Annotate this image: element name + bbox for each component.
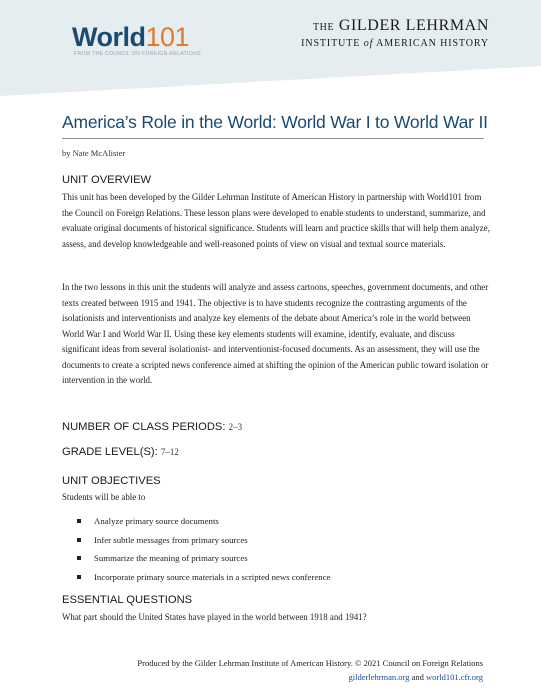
list-item — [62, 568, 492, 587]
gl-american: AMERICAN HISTORY — [376, 38, 489, 49]
class-periods-label: NUMBER OF CLASS PERIODS: — [62, 421, 226, 433]
objective-text: Summarize the meaning of primary sources — [94, 553, 248, 564]
logo-tagline: FROM THE COUNCIL ON FOREIGN RELATIONS — [74, 51, 201, 57]
objective-text: Infer subtle messages from primary sources — [94, 534, 248, 545]
byline: by Nate McAlister — [62, 148, 126, 158]
gilderlehrman-link[interactable]: gilderlehrman.org — [348, 672, 410, 682]
unit-objectives-heading: UNIT OBJECTIVES — [62, 475, 161, 487]
gilder-lehrman-logo-line1[interactable] — [313, 17, 489, 35]
class-periods-value: 2–3 — [228, 422, 243, 432]
document-title: America’s Role in the World: World War I to World War II — [62, 112, 488, 132]
overview-paragraph-1: This unit has been developed by the Gilder Lehrman Institute of American History in partnership with World101 from the Council on Foreign Relations. These lesson plans were developed to enable students to understand, summarize, and evaluate original documents of historical significance. Students will learn and practice skills that will help them analyze, assess, and develop knowledgeable and well-reasoned points of view on visual and textual source materials. — [62, 192, 490, 249]
grade-levels-label: GRADE LEVEL(S): — [62, 446, 158, 458]
overview-paragraph-2: In the two lessons in this unit the students will analyze and assess cartoons, speeches, government documents, and other texts created between 1915 and 1941. The objective is to have students recognize the contrasting arguments of the isolationists and interventionists and analyze key elements of the debate about America’s role in the world between World War I and World War II. Using these key elements students will examine, identify, evaluate, and discuss significant ideas from several isolationist- and interventionist-focused documents. As an assessment, they will use the documents to create a scripted news conference aimed at shifting the opinion of the American public toward isolation or intervention in the world. — [62, 282, 489, 385]
objective-text: Analyze primary source documents — [94, 516, 219, 526]
class-periods-heading — [62, 421, 242, 433]
bullet-icon — [77, 538, 81, 542]
objectives-intro: Students will be able to — [62, 492, 146, 502]
gl-the: THE — [312, 22, 335, 33]
list-item — [62, 549, 492, 568]
gl-name: GILDER LEHRMAN — [338, 17, 489, 34]
essential-questions-heading: ESSENTIAL QUESTIONS — [62, 594, 193, 606]
footer-and: and — [411, 672, 424, 682]
footer-links — [100, 672, 483, 682]
list-item — [62, 512, 492, 531]
bullet-icon — [77, 556, 81, 560]
objective-text: Incorporate primary source materials in a scripted news conference — [94, 571, 331, 582]
essential-question-text: What part should the United States have played in the world between 1918 and 1941? — [62, 612, 367, 622]
list-item — [62, 531, 492, 550]
gl-of: of — [363, 38, 374, 49]
footer-credit: Produced by the Gilder Lehrman Institute of American History. © 2021 Council on Foreign Relations — [137, 658, 483, 668]
unit-overview-heading: UNIT OVERVIEW — [62, 174, 152, 186]
grade-levels-heading — [62, 446, 179, 458]
logo-number: 101 — [145, 22, 190, 52]
title-divider — [62, 138, 484, 139]
logo-word: World — [72, 22, 146, 52]
bullet-icon — [77, 575, 81, 579]
world101-logo[interactable] — [72, 22, 189, 52]
grade-levels-value: 7–12 — [160, 447, 179, 457]
world101-link[interactable]: world101.cfr.org — [426, 672, 483, 682]
gilder-lehrman-logo-line2 — [301, 38, 489, 49]
gl-institute: INSTITUTE — [301, 38, 361, 49]
bullet-icon — [77, 519, 81, 523]
objectives-list — [62, 512, 492, 586]
